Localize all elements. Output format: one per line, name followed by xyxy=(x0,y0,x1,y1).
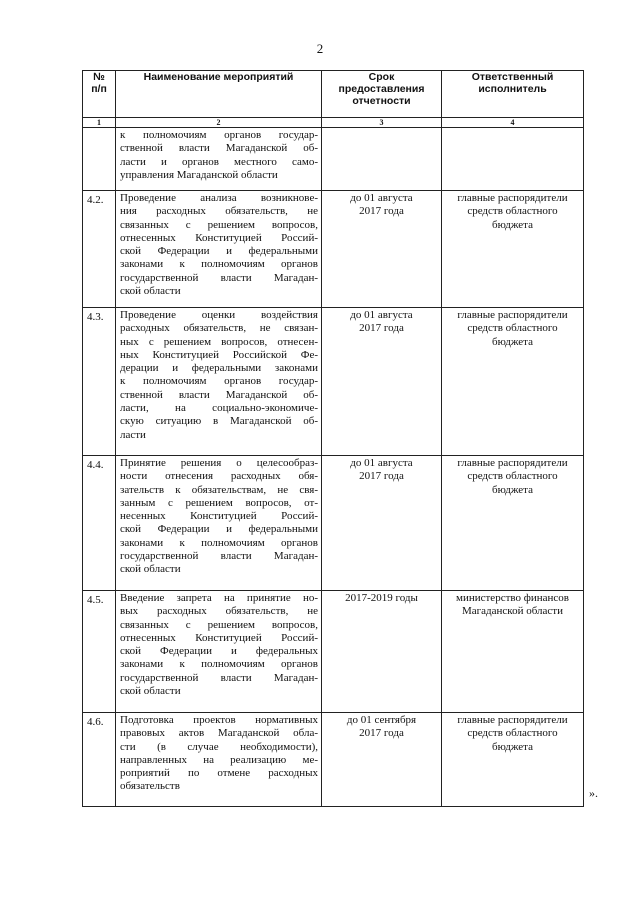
responsible-executor-line: главные распорядители xyxy=(457,309,568,321)
measure-name-line: связанных с решением вопросов, xyxy=(120,618,318,631)
reporting-term xyxy=(322,591,442,713)
measure-name-line: Принятие решения о целесообраз- xyxy=(120,457,318,469)
responsible-executor-line: бюджета xyxy=(491,218,533,231)
measure-name-line: обязательств xyxy=(120,780,180,793)
measure-name-line: ской области xyxy=(120,285,181,298)
measure-name-line: зательств к обязательствам, не свя- xyxy=(120,483,318,496)
measure-name-line: к полномочиям органов государ- xyxy=(120,129,318,141)
measure-name-line: ласти xyxy=(120,428,146,441)
header-term xyxy=(322,71,442,118)
column-number: 3 xyxy=(322,118,442,128)
responsible-executor xyxy=(442,591,584,713)
measure-name-line: вых расходных обязательств, не xyxy=(120,605,318,618)
reporting-term-line: 2017 года xyxy=(359,470,404,483)
header-number xyxy=(83,71,116,118)
page-number: 2 xyxy=(316,41,324,56)
row-number: 4.5. xyxy=(83,591,116,713)
measure-name-line: ласти и органов местного само- xyxy=(120,155,318,168)
measure-name xyxy=(116,308,322,456)
measure-name-line: законами к полномочиям органов xyxy=(120,258,318,271)
measure-name-line: ской Федерации и федеральными xyxy=(120,523,318,536)
measure-name-line: направленных на реализацию ме- xyxy=(120,753,318,766)
reporting-term-line: до 01 сентября xyxy=(346,714,417,726)
measure-name-line: ской области xyxy=(120,685,181,698)
header-number-line: № xyxy=(93,71,105,83)
measures-table xyxy=(82,70,584,807)
responsible-executor-line: главные распорядители xyxy=(457,714,568,726)
responsible-executor-line: средств областного xyxy=(467,205,558,218)
measure-name-line: ласти, на социально-экономиче- xyxy=(120,402,318,415)
responsible-executor xyxy=(442,713,584,807)
header-responsible-line: исполнитель xyxy=(478,83,547,95)
measure-name-line: ния расходных обязательств, не xyxy=(120,205,318,218)
reporting-term-line: 2017 года xyxy=(359,205,404,218)
measure-name-line: дерации и федеральными законами xyxy=(120,362,318,375)
responsible-executor xyxy=(442,128,584,191)
measure-name-line: скую ситуацию в Магаданской об- xyxy=(120,415,318,428)
header-number-line: п/п xyxy=(91,83,107,95)
reporting-term xyxy=(322,456,442,591)
measure-name-line: Проведение оценки воздействия xyxy=(120,309,318,321)
table-row xyxy=(83,591,584,713)
measure-name xyxy=(116,456,322,591)
column-number: 4 xyxy=(442,118,584,128)
reporting-term-line: 2017-2019 годы xyxy=(345,592,418,604)
measure-name xyxy=(116,191,322,308)
table-row xyxy=(83,308,584,456)
responsible-executor-line: министерство финансов xyxy=(456,592,569,604)
row-number: 4.3. xyxy=(83,308,116,456)
measure-name-line: несенных Конституцией Россий- xyxy=(120,510,318,523)
responsible-executor-line: средств областного xyxy=(467,470,558,483)
reporting-term-line: до 01 августа xyxy=(350,309,413,321)
measure-name-line: ской области xyxy=(120,563,181,576)
responsible-executor xyxy=(442,456,584,591)
responsible-executor-line: бюджета xyxy=(491,335,533,348)
reporting-term-line: 2017 года xyxy=(359,727,404,740)
table-row xyxy=(83,128,584,191)
header-responsible xyxy=(442,71,584,118)
measure-name-line: отнесенных Конституцией Россий- xyxy=(120,231,318,244)
responsible-executor xyxy=(442,308,584,456)
row-number: 4.6. xyxy=(83,713,116,807)
measure-name-line: государственной власти Магадан- xyxy=(120,671,318,684)
measure-name-line: ных с решением вопросов, отнесен- xyxy=(120,335,318,348)
closing-quote: ». xyxy=(589,786,598,800)
header-responsible-line: Ответственный xyxy=(471,71,554,83)
header-name: Наименование мероприятий xyxy=(116,71,322,118)
measure-name-line: законами к полномочиям органов xyxy=(120,536,318,549)
measure-name-line: ных Конституцией Российской Фе- xyxy=(120,348,318,361)
header-term-line: отчетности xyxy=(352,95,411,107)
measure-name xyxy=(116,713,322,807)
measure-name-line: ности отнесения расходных обя- xyxy=(120,470,318,483)
responsible-executor-line: Магаданской области xyxy=(462,605,563,618)
measure-name-line: Введение запрета на принятие но- xyxy=(120,592,318,604)
measure-name-line: правовых актов Магаданской обла- xyxy=(120,727,318,740)
reporting-term xyxy=(322,713,442,807)
measure-name xyxy=(116,591,322,713)
responsible-executor-line: бюджета xyxy=(491,483,533,496)
header-term-line: предоставления xyxy=(338,83,425,95)
measure-name-line: ственной власти Магаданской об- xyxy=(120,388,318,401)
measure-name-line: отнесенных Конституцией Россий- xyxy=(120,631,318,644)
reporting-term-line: до 01 августа xyxy=(350,457,413,469)
header-term-line: Срок xyxy=(368,71,395,83)
measure-name-line: государственной власти Магадан- xyxy=(120,550,318,563)
measure-name-line: Подготовка проектов нормативных xyxy=(120,714,318,726)
measure-name xyxy=(116,128,322,191)
row-number: 4.2. xyxy=(83,191,116,308)
responsible-executor-line: главные распорядители xyxy=(457,457,568,469)
table-row xyxy=(83,456,584,591)
table-header-row xyxy=(83,71,584,118)
row-number: 4.4. xyxy=(83,456,116,591)
measure-name-line: ственной власти Магаданской об- xyxy=(120,142,318,155)
responsible-executor-line: средств областного xyxy=(467,322,558,335)
measure-name-line: Проведение анализа возникнове- xyxy=(120,192,318,204)
reporting-term xyxy=(322,308,442,456)
measure-name-line: сти (в случае необходимости), xyxy=(120,740,318,753)
measure-name-line: расходных обязательств, не связан- xyxy=(120,322,318,335)
reporting-term-line: 2017 года xyxy=(359,322,404,335)
row-number xyxy=(83,128,116,191)
reporting-term xyxy=(322,191,442,308)
measure-name-line: связанных с решением вопросов, xyxy=(120,218,318,231)
measure-name-line: ской Федерации и федеральными xyxy=(120,245,318,258)
measure-name-line: государственной власти Магадан- xyxy=(120,271,318,284)
responsible-executor-line: средств областного xyxy=(467,727,558,740)
table-row xyxy=(83,713,584,807)
column-number: 2 xyxy=(116,118,322,128)
responsible-executor xyxy=(442,191,584,308)
measure-name-line: роприятий по отмене расходных xyxy=(120,767,318,780)
table-row xyxy=(83,191,584,308)
measure-name-line: ской Федерации и федеральных xyxy=(120,645,318,658)
responsible-executor-line: бюджета xyxy=(491,740,533,753)
reporting-term-line: до 01 августа xyxy=(350,192,413,204)
column-number: 1 xyxy=(83,118,116,128)
measure-name-line: к полномочиям органов государ- xyxy=(120,375,318,388)
measure-name-line: законами к полномочиям органов xyxy=(120,658,318,671)
responsible-executor-line: главные распорядители xyxy=(457,192,568,204)
reporting-term xyxy=(322,128,442,191)
column-number-row xyxy=(83,118,584,128)
measure-name-line: управления Магаданской области xyxy=(120,168,278,181)
measure-name-line: занным с решением вопросов, от- xyxy=(120,496,318,509)
